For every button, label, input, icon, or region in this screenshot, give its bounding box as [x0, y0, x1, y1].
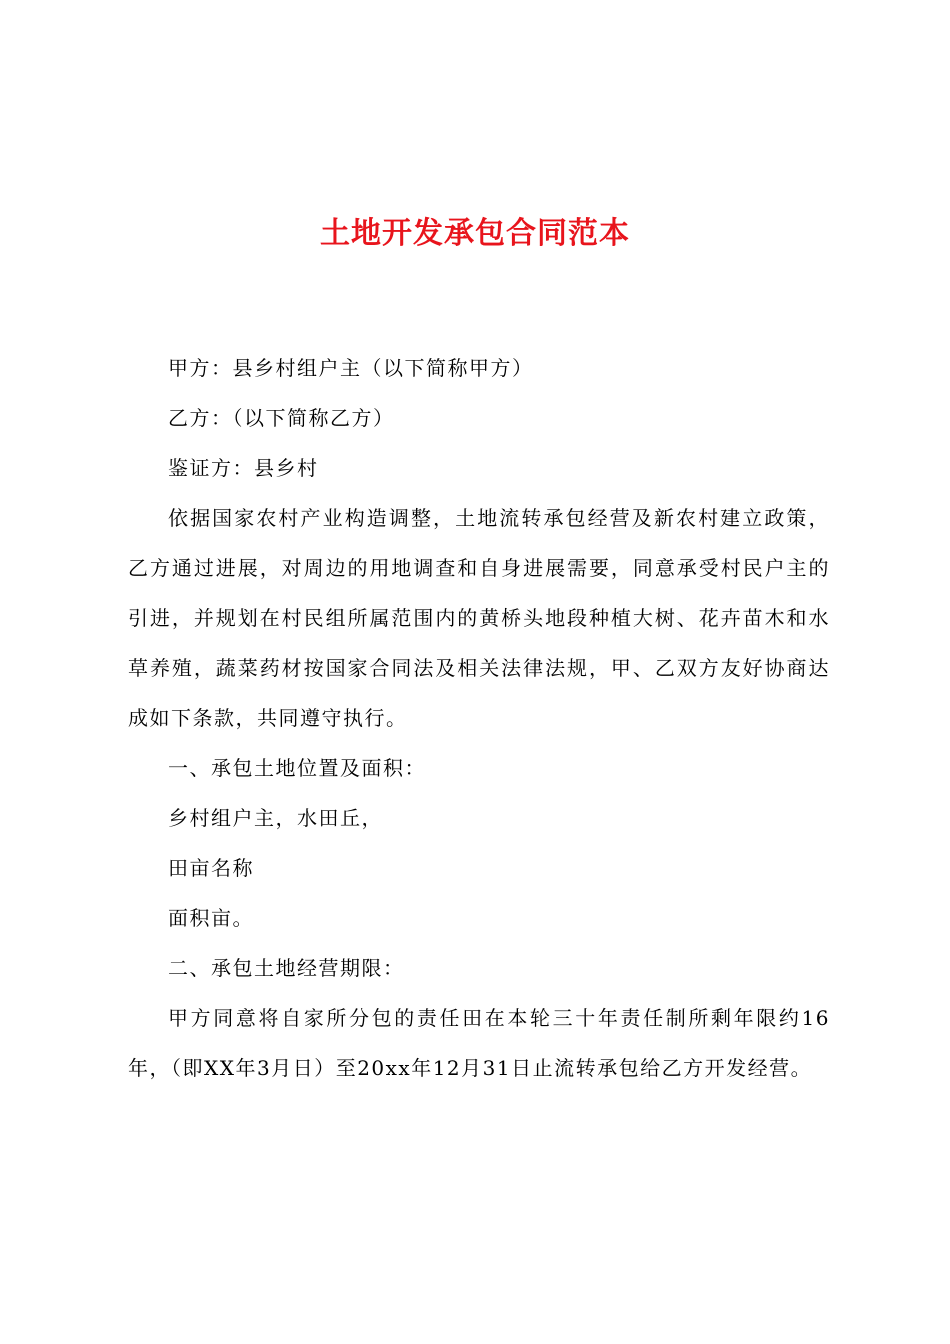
- document-body: [128, 343, 830, 1093]
- party-a-line: 甲方：县乡村组户主（以下简称甲方）: [168, 356, 534, 380]
- location-line: 乡村组户主，水田丘，: [168, 806, 383, 830]
- preamble-paragraph: 依据国家农村产业构造调整，土地流转承包经营及新农村建立政策，乙方通过进展，对周边的用地调查和自身进展需要，同意承受村民户主的引进，并规划在村民组所属范围内的黄桥头地段种植大树、花卉苗木和水草养殖，蔬菜药材按国家合同法及相关法律法规，甲、乙双方友好协商达成如下条款，共同遵守执行。: [128, 506, 830, 730]
- term-paragraph: 甲方同意将自家所分包的责任田在本轮三十年责任制所剩年限约16年，（即XX年3月日）至20xx年12月31日止流转承包给乙方开发经营。: [128, 1006, 830, 1080]
- field-name-line: 田亩名称: [168, 856, 254, 880]
- area-line: 面积亩。: [168, 906, 254, 930]
- section-heading-location: 一、承包土地位置及面积：: [168, 756, 426, 780]
- party-b-line: 乙方：（以下简称乙方）: [168, 406, 395, 430]
- witness-line: 鉴证方：县乡村: [168, 456, 319, 480]
- section-heading-term: 二、承包土地经营期限：: [168, 956, 405, 980]
- document-title: 土地开发承包合同范本: [320, 216, 630, 251]
